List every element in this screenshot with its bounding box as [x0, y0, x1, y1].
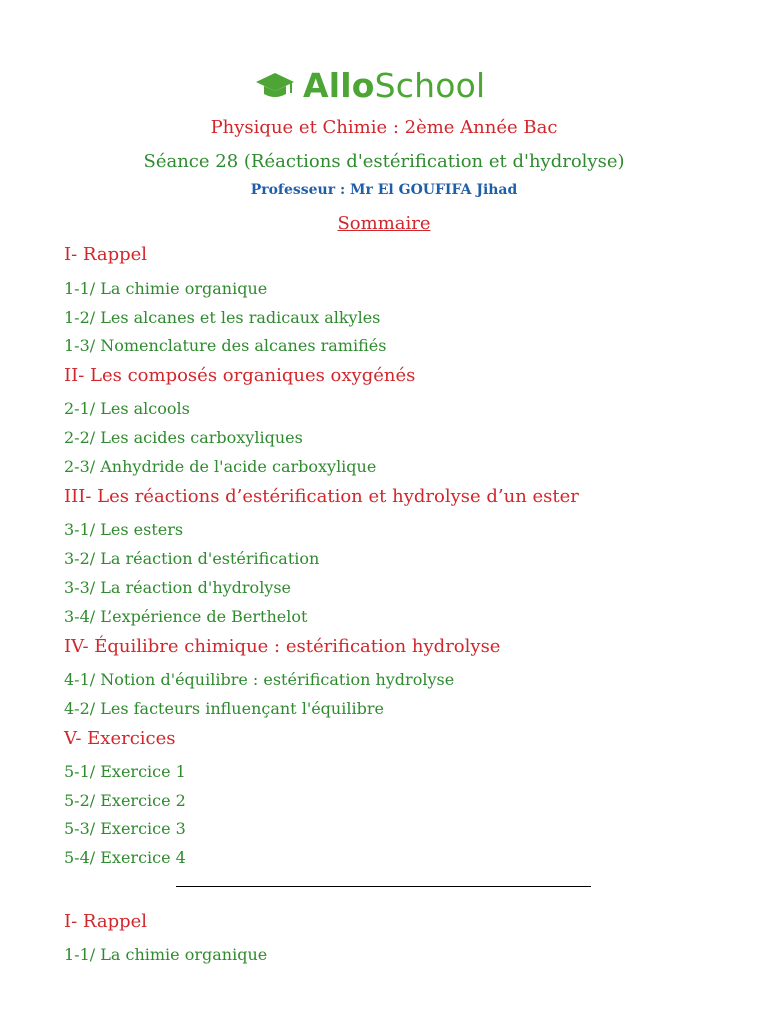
- toc-item[interactable]: 2-1/ Les alcools: [64, 399, 190, 418]
- subsection-heading: 1-1/ La chimie organique: [64, 945, 268, 964]
- toc-item[interactable]: 5-3/ Exercice 3: [64, 819, 186, 838]
- graduation-cap-icon: [255, 69, 295, 103]
- divider: [176, 886, 591, 887]
- toc-item[interactable]: 3-2/ La réaction d'estérification: [64, 549, 320, 568]
- toc-item[interactable]: 3-1/ Les esters: [64, 520, 184, 539]
- toc-item[interactable]: 1-1/ La chimie organique: [64, 279, 268, 298]
- professor-name: Professeur : Mr El GOUFIFA Jihad: [250, 182, 518, 198]
- toc-item[interactable]: 5-4/ Exercice 4: [64, 848, 186, 867]
- toc-item[interactable]: 5-2/ Exercice 2: [64, 791, 186, 810]
- toc-item[interactable]: 1-2/ Les alcanes et les radicaux alkyles: [64, 308, 381, 327]
- toc-section-2[interactable]: II- Les composés organiques oxygénés: [64, 365, 416, 386]
- seance-title: Séance 28 (Réactions d'estérification et d'hydrolyse): [143, 151, 625, 172]
- subject-title: Physique et Chimie : 2ème Année Bac: [210, 117, 558, 138]
- alloschool-logo[interactable]: [255, 66, 485, 105]
- toc-item[interactable]: 2-3/ Anhydride de l'acide carboxylique: [64, 457, 377, 476]
- toc-item[interactable]: 3-3/ La réaction d'hydrolyse: [64, 578, 292, 597]
- section-heading: I- Rappel: [64, 911, 148, 932]
- toc-item[interactable]: 3-4/ L’expérience de Berthelot: [64, 607, 308, 626]
- toc-item[interactable]: 4-1/ Notion d'équilibre : estérification hydrolyse: [64, 670, 455, 689]
- logo-text: AlloSchool: [303, 66, 486, 105]
- toc-section-5[interactable]: V- Exercices: [64, 728, 176, 749]
- toc-section-1[interactable]: I- Rappel: [64, 244, 148, 265]
- toc-item[interactable]: 1-3/ Nomenclature des alcanes ramifiés: [64, 336, 387, 355]
- summary-heading: Sommaire: [337, 213, 431, 234]
- toc-item[interactable]: 2-2/ Les acides carboxyliques: [64, 428, 303, 447]
- toc-item[interactable]: 5-1/ Exercice 1: [64, 762, 186, 781]
- toc-section-3[interactable]: III- Les réactions d’estérification et hydrolyse d’un ester: [64, 486, 579, 507]
- toc-section-4[interactable]: IV- Équilibre chimique : estérification hydrolyse: [64, 636, 501, 657]
- toc-item[interactable]: 4-2/ Les facteurs influençant l'équilibre: [64, 699, 384, 718]
